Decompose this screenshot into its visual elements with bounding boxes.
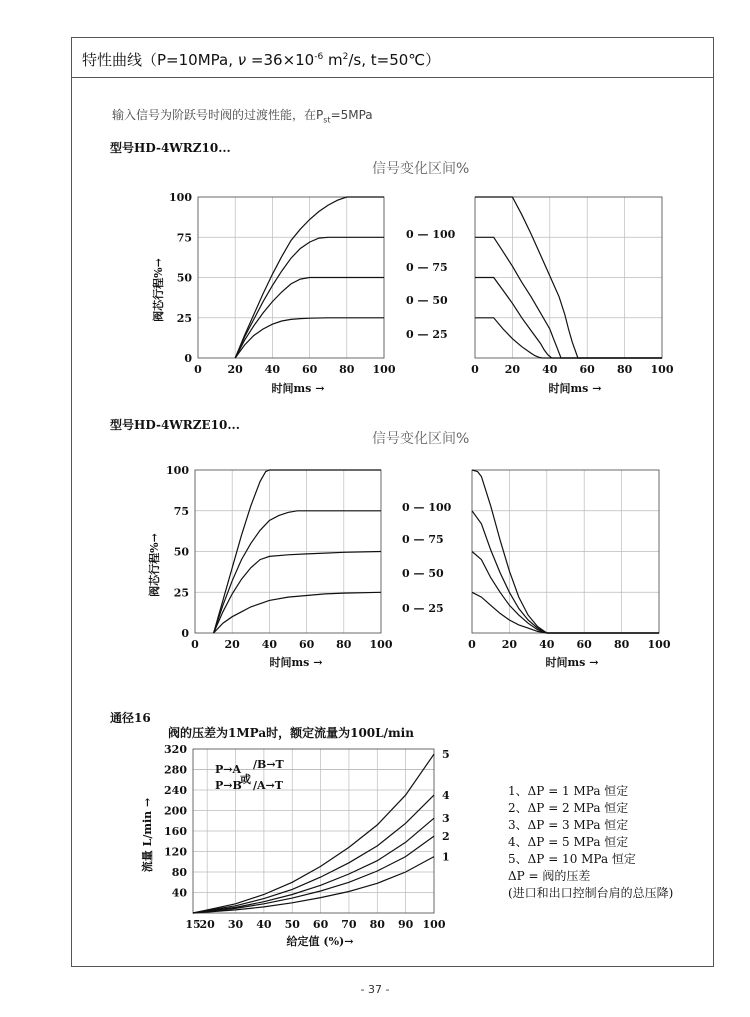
- signal-title-2: 信号变化区间%: [372, 431, 470, 447]
- intro-main: 输入信号为阶跃号时阀的过渡性能，在P: [112, 108, 324, 122]
- wrze-close-xlabel: 时间ms →: [545, 656, 599, 669]
- flow-series-label-1: 1: [442, 850, 450, 864]
- header-mid: =36×10: [246, 51, 315, 69]
- signal-legend-0-1: 0 — 75: [406, 261, 448, 274]
- wrz-close-xtick-4: 80: [616, 363, 633, 376]
- flow-xtick-1: 20: [199, 918, 215, 931]
- wrze-open-series-0: [214, 592, 381, 633]
- signal-legend-0-0: 0 — 100: [406, 228, 456, 241]
- wrz-close-xtick-3: 60: [579, 363, 595, 376]
- flow-series-label-4: 4: [442, 789, 450, 803]
- wrze-close-xtick-3: 60: [576, 638, 592, 651]
- wrze-close-series-0: [472, 592, 659, 633]
- wrze-open-xtick-2: 40: [261, 638, 278, 651]
- intro-sub: st: [323, 115, 331, 125]
- model-2-label: 型号HD-4WRZE10...: [110, 418, 240, 432]
- wrz-open-ytick-2: 50: [176, 271, 192, 285]
- wrze-open-ytick-3: 75: [173, 504, 189, 518]
- flow-xtick-7: 80: [369, 918, 385, 931]
- flow-series-3: [193, 795, 434, 913]
- flow-ylabel: 流量 L/min →: [141, 797, 154, 873]
- flow-xtick-9: 100: [422, 918, 446, 931]
- wrze-open-series-2: [214, 511, 381, 633]
- wrz-close-xtick-2: 40: [542, 363, 558, 376]
- wrze-open-xtick-3: 60: [298, 638, 315, 651]
- wrze-open-ytick-1: 25: [173, 586, 189, 600]
- flow-section-title: 通径16: [110, 711, 151, 725]
- wrze-close-xtick-2: 40: [539, 638, 555, 651]
- wrz-close-xlabel: 时间ms →: [548, 382, 602, 395]
- flow-series-label-2: 2: [442, 830, 450, 844]
- page-number: - 37 -: [360, 983, 390, 996]
- wrz-open-xtick-4: 80: [339, 363, 355, 376]
- wrz-open-ylabel: 阀芯行程%→: [152, 258, 165, 322]
- wrze-close-xtick-4: 80: [613, 638, 630, 651]
- wrz-open-ytick-4: 100: [169, 191, 192, 204]
- wrz-open-xtick-5: 100: [372, 363, 396, 376]
- header-nu: ν: [237, 51, 247, 69]
- flow-xtick-8: 90: [397, 918, 414, 931]
- flow-ytick-6: 280: [164, 763, 187, 777]
- flow-ytick-5: 240: [164, 784, 187, 797]
- wrze-open-xtick-1: 20: [224, 638, 240, 651]
- signal-legend-1-2: 0 — 50: [402, 567, 444, 580]
- flow-series-4: [193, 754, 434, 913]
- intro-tail: =5MPa: [330, 108, 373, 122]
- flow-legend-1: 2、ΔP = 2 MPa 恒定: [508, 801, 629, 815]
- flow-series-0: [193, 857, 434, 913]
- signal-legend-0-3: 0 — 25: [406, 328, 448, 341]
- flow-series-label-3: 3: [442, 812, 450, 826]
- wrze-close-series-2: [472, 511, 659, 633]
- header-suffix: /s, t=50℃）: [348, 51, 441, 69]
- wrze-open-xlabel: 时间ms →: [269, 656, 323, 669]
- header-prefix: 特性曲线（P=10MPa,: [82, 51, 238, 69]
- wrz-close-xtick-0: 0: [471, 363, 479, 376]
- flow-legend-0: 1、ΔP = 1 MPa 恒定: [508, 784, 629, 798]
- flow-xtick-4: 50: [284, 918, 300, 931]
- wrz-open-ytick-3: 75: [176, 231, 192, 245]
- wrze-open-ytick-0: 0: [181, 627, 189, 640]
- wrz-close-xtick-5: 100: [650, 363, 674, 376]
- flow-section-subtitle: 阀的压差为1MPa时，额定流量为100L/min: [168, 726, 414, 740]
- wrz-open-xtick-0: 0: [194, 363, 202, 376]
- header-unit: m: [323, 51, 343, 69]
- flow-series-label-5: 5: [442, 748, 450, 762]
- wrze-open-xtick-4: 80: [336, 638, 352, 651]
- signal-legend-1-3: 0 — 25: [402, 602, 444, 615]
- wrze-close-xtick-1: 20: [501, 638, 518, 651]
- wrze-open-xtick-0: 0: [191, 638, 199, 651]
- flow-annot-pa: P→A: [215, 763, 242, 776]
- wrze-open-xtick-5: 100: [369, 638, 393, 651]
- wrz-open-ytick-0: 0: [184, 352, 192, 365]
- wrze-open-ylabel: 阀芯行程%→: [148, 533, 161, 597]
- wrz-close-series-0: [475, 318, 662, 358]
- flow-legend-5: ΔP = 阀的压差: [508, 869, 591, 883]
- flow-ytick-2: 120: [164, 845, 187, 859]
- flow-xlabel: 给定值 (%)→: [286, 935, 354, 948]
- flow-annot-at: /A→T: [253, 779, 283, 792]
- flow-ytick-0: 40: [171, 886, 187, 900]
- flow-xtick-2: 30: [227, 918, 244, 931]
- flow-annot-bt: /B→T: [253, 758, 284, 771]
- signal-legend-1-1: 0 — 75: [402, 533, 444, 546]
- wrze-open-ytick-4: 100: [166, 464, 189, 477]
- wrz-open-ytick-1: 25: [176, 311, 192, 325]
- model-1-label: 型号HD-4WRZ10...: [110, 141, 231, 155]
- flow-ytick-3: 160: [164, 825, 187, 838]
- wrz-open-xlabel: 时间ms →: [271, 382, 325, 395]
- wrz-open-xtick-2: 40: [264, 363, 281, 376]
- flow-annot-or: 或: [240, 773, 251, 786]
- flow-xtick-0: 15: [185, 918, 201, 931]
- flow-annot-pb: P→B: [215, 779, 242, 792]
- flow-ytick-7: 320: [164, 743, 187, 756]
- flow-xtick-6: 70: [341, 918, 357, 931]
- flow-ytick-4: 200: [164, 804, 187, 818]
- signal-title-1: 信号变化区间%: [372, 161, 470, 177]
- flow-ytick-1: 80: [171, 866, 187, 879]
- header-exp: -6: [314, 52, 324, 62]
- wrze-close-xtick-0: 0: [468, 638, 476, 651]
- flow-xtick-5: 60: [312, 918, 329, 931]
- wrz-close-xtick-1: 20: [504, 363, 521, 376]
- signal-legend-0-2: 0 — 50: [406, 294, 448, 307]
- signal-legend-1-0: 0 — 100: [402, 501, 452, 514]
- wrz-open-xtick-3: 60: [301, 363, 318, 376]
- flow-legend-3: 4、ΔP = 5 MPa 恒定: [508, 835, 629, 849]
- wrz-close-series-2: [475, 237, 662, 358]
- wrz-open-xtick-1: 20: [227, 363, 243, 376]
- wrze-open-ytick-2: 50: [173, 545, 189, 559]
- wrze-close-xtick-5: 100: [647, 638, 671, 651]
- flow-legend-2: 3、ΔP = 3 MPa 恒定: [508, 818, 629, 832]
- flow-legend-6: (进口和出口控制台肩的总压降): [508, 886, 674, 900]
- header-unit-exp: 2: [342, 52, 349, 62]
- flow-legend-4: 5、ΔP = 10 MPa 恒定: [508, 852, 636, 866]
- flow-xtick-3: 40: [256, 918, 272, 931]
